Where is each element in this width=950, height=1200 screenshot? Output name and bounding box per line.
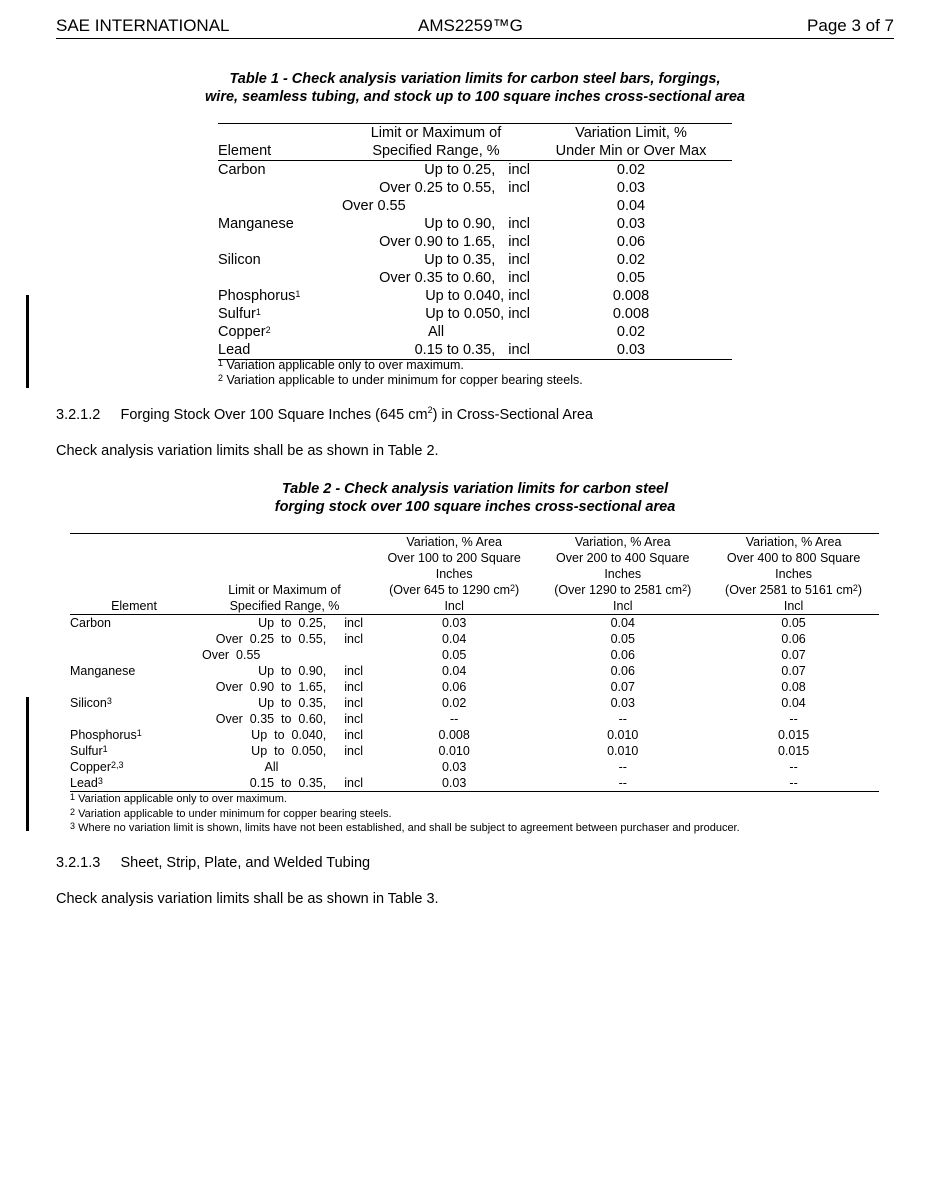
incl-text: incl: [344, 776, 363, 790]
table1-col-limit: Limit or Maximum of Specified Range, %: [342, 124, 530, 161]
element-name: Phosphorus: [70, 728, 137, 742]
section-3212-heading: 3.2.1.2 Forging Stock Over 100 Square Inches (645 $cm^2$) in Cross-Sectional Area: [56, 405, 593, 423]
incl-text: incl: [344, 664, 363, 678]
footnote-num: 2: [70, 806, 76, 817]
variation-cell: 0.06: [610, 664, 635, 678]
element-cell: [218, 269, 342, 287]
element-cell: [70, 727, 198, 743]
variation-cell: 0.03: [441, 776, 467, 790]
range-cell: [342, 287, 530, 305]
table1: [218, 123, 732, 360]
footnote: [218, 373, 583, 388]
incl-text: incl: [344, 696, 363, 710]
element-cell: Lead: [218, 342, 251, 358]
variation-cell: 0.02: [616, 252, 646, 268]
page-header: [56, 16, 894, 39]
header-line: ): [857, 583, 863, 597]
table2-row: [70, 647, 879, 663]
header-page-number: Page 3 of 7: [807, 16, 894, 35]
header-line: Incl: [613, 599, 633, 613]
table2-row: [70, 711, 879, 727]
element-name: Silicon: [70, 696, 107, 710]
range-cell: [342, 161, 530, 180]
table2-row: [70, 727, 879, 743]
variation-cell: 0.02: [616, 162, 646, 178]
range-cell: [198, 631, 371, 647]
range-text: Up to 0.040, incl: [425, 288, 530, 304]
table2-title-line: Table 2 - Check analysis variation limits for carbon steel: [281, 481, 669, 497]
variation-cell: 0.03: [610, 696, 635, 710]
table2-row: [70, 679, 879, 695]
range-text: Over 0.35 to 0.60,: [215, 712, 327, 726]
range-text: Up to 0.35,: [258, 696, 327, 710]
range-cell: [198, 679, 371, 695]
incl-text: incl: [508, 252, 530, 268]
range-text: Up to 0.050,: [251, 744, 327, 758]
range-cell: [342, 233, 530, 251]
variation-cell: 0.008: [612, 288, 650, 304]
revision-bar: [26, 295, 29, 388]
variation-cell: 0.008: [612, 306, 650, 322]
range-text: Up to 0.050, incl: [425, 306, 530, 322]
header-line: Inches: [604, 567, 642, 581]
incl-text: incl: [344, 728, 363, 742]
variation-cell: --: [618, 760, 627, 774]
table1-footnotes: [218, 358, 583, 388]
table1-col-element: Element: [218, 124, 342, 161]
incl-text: incl: [344, 632, 363, 646]
range-cell: [198, 663, 371, 679]
element-cell: [218, 179, 342, 197]
range-cell: [342, 341, 530, 360]
header-line: (Over 2581 to 5161 cm: [725, 583, 853, 597]
header-line: (Over 1290 to 2581 cm: [554, 583, 683, 597]
table2-row: [70, 615, 879, 632]
range-text: Over 0.25 to 0.55,: [215, 632, 327, 646]
table1-row: [218, 179, 732, 197]
footnote: [218, 358, 583, 373]
range-text: Over 0.25 to 0.55,: [379, 180, 496, 196]
element-name: Carbon: [70, 616, 111, 630]
variation-cell: 0.05: [616, 270, 646, 286]
range-text: Up to 0.35,: [424, 252, 496, 268]
element-cell: Manganese: [218, 216, 294, 232]
variation-cell: --: [618, 776, 627, 790]
variation-cell: 0.02: [616, 324, 646, 340]
footnote-ref: 1: [295, 289, 301, 299]
variation-cell: 0.07: [781, 648, 806, 662]
variation-cell: 0.015: [777, 728, 810, 742]
variation-cell: --: [450, 712, 459, 726]
variation-cell: 0.010: [607, 728, 639, 742]
range-cell: [198, 727, 371, 743]
header-line: Variation, % Area: [406, 535, 502, 549]
element-cell: [70, 759, 198, 775]
header-line: Incl: [783, 599, 804, 613]
variation-cell: 0.08: [781, 680, 806, 694]
variation-cell: 0.008: [438, 728, 470, 742]
table2-title-line: forging stock over 100 square inches cross-sectional area: [274, 499, 676, 515]
element-cell: [70, 663, 198, 679]
variation-cell: 0.010: [438, 744, 470, 758]
variation-cell: 0.04: [610, 616, 635, 630]
variation-cell: 0.05: [441, 648, 467, 662]
range-cell: [342, 269, 530, 287]
incl-text: incl: [344, 712, 363, 726]
variation-cell: 0.03: [441, 760, 467, 774]
superscript: 2: [510, 583, 516, 593]
header-doc-id: AMS2259™G: [418, 16, 523, 35]
header-org: SAE INTERNATIONAL: [56, 16, 230, 35]
incl-text: incl: [344, 680, 363, 694]
table1-row: [218, 161, 732, 180]
variation-cell: --: [618, 712, 627, 726]
range-text: 0.15 to 0.35,: [249, 776, 327, 790]
range-cell: [198, 695, 371, 711]
element-cell: [70, 695, 198, 711]
element-cell: [218, 233, 342, 251]
element-cell: Copper$^2$: [218, 324, 271, 340]
element-cell: [70, 631, 198, 647]
range-cell: [342, 251, 530, 269]
element-cell: [70, 711, 198, 727]
range-cell: [198, 647, 371, 663]
header-line: ): [515, 583, 520, 597]
element-cell: [218, 197, 342, 215]
footnote-num: 1: [70, 792, 76, 802]
table1-row: [218, 233, 732, 251]
variation-cell: 0.04: [441, 664, 467, 678]
footnote-text: Variation applicable only to over maximum.: [75, 793, 287, 805]
range-text: Over 0.55: [342, 198, 406, 214]
variation-cell: 0.06: [610, 648, 635, 662]
footnote-ref: 2: [265, 325, 271, 335]
header-line: Over 100 to 200 Square: [387, 551, 521, 565]
range-cell: [342, 305, 530, 323]
section-3212-text: Check analysis variation limits shall be as shown in Table 2.: [56, 443, 439, 459]
incl-text: incl: [344, 744, 363, 758]
table2-row: [70, 663, 879, 679]
element-cell: [70, 615, 198, 632]
revision-bar: [26, 697, 29, 831]
table1-row: [218, 215, 732, 233]
table2: [70, 533, 879, 792]
variation-cell: --: [789, 776, 798, 790]
incl-text: incl: [508, 162, 530, 178]
variation-cell: --: [789, 760, 798, 774]
table1-col-variation: Variation Limit, % Under Min or Over Max: [530, 124, 732, 161]
footnote-text: Variation applicable to under minimum for copper bearing steels.: [75, 807, 392, 820]
range-cell: [198, 615, 371, 632]
incl-text: incl: [508, 180, 530, 196]
table2-footnotes: [70, 792, 740, 836]
variation-cell: 0.06: [781, 632, 806, 646]
header-line: Inches: [435, 567, 473, 581]
header-line: Incl: [444, 599, 464, 613]
element-name: Manganese: [70, 664, 136, 678]
variation-cell: 0.03: [441, 616, 467, 630]
variation-cell: 0.04: [781, 696, 806, 710]
table1-row: [218, 323, 732, 341]
element-cell: [70, 775, 198, 792]
element-cell: [70, 679, 198, 695]
element-cell: [70, 647, 198, 663]
table2-title: [0, 480, 950, 516]
table1-row: [218, 341, 732, 360]
range-text: Up to 0.90,: [424, 216, 496, 232]
variation-cell: 0.07: [610, 680, 635, 694]
range-cell: [342, 179, 530, 197]
variation-cell: 0.015: [777, 744, 810, 758]
incl-text: incl: [344, 616, 363, 630]
table2-row: [70, 631, 879, 647]
range-cell: [198, 759, 371, 775]
table2-col-variation: [371, 534, 537, 615]
range-text: Up to 0.040,: [251, 728, 327, 742]
footnote: [70, 807, 740, 822]
incl-text: incl: [508, 216, 530, 232]
superscript: 2: [852, 583, 858, 593]
element-cell: Carbon: [218, 162, 266, 178]
range-text: All: [264, 760, 279, 774]
variation-cell: 0.06: [441, 680, 467, 694]
variation-cell: 0.04: [441, 632, 467, 646]
footnote-ref: 1: [255, 307, 261, 317]
footnote-ref: 3: [97, 776, 103, 786]
variation-cell: 0.03: [616, 180, 646, 196]
header-line: Over 200 to 400 Square: [556, 551, 690, 565]
header-line: Inches: [775, 567, 812, 581]
variation-cell: --: [789, 712, 798, 726]
table2-col-element: Element: [70, 534, 198, 615]
incl-text: incl: [508, 342, 530, 358]
table1-row: [218, 197, 732, 215]
table2-row: [70, 759, 879, 775]
range-text: Over 0.35 to 0.60,: [379, 270, 496, 286]
footnote: [70, 792, 740, 807]
table1-title: [0, 70, 950, 106]
table2-row: [70, 775, 879, 792]
element-cell: Phosphorus$^1$: [218, 288, 301, 304]
range-cell: [342, 197, 530, 215]
footnote: [70, 821, 740, 836]
header-line: Variation, % Area: [574, 535, 671, 549]
incl-text: incl: [508, 270, 530, 286]
table2-row: [70, 743, 879, 759]
variation-cell: 0.05: [610, 632, 635, 646]
incl-text: incl: [508, 234, 530, 250]
range-text: Over 0.55: [202, 648, 261, 662]
range-cell: [342, 215, 530, 233]
variation-cell: 0.04: [616, 198, 646, 214]
range-cell: [198, 743, 371, 759]
range-text: Over 0.90 to 1.65,: [215, 680, 327, 694]
superscript: 2: [682, 583, 688, 593]
footnote-text: Variation applicable to under minimum for copper bearing steels.: [223, 373, 583, 387]
footnote-text: Variation applicable only to over maximum.: [223, 358, 464, 372]
variation-cell: 0.07: [781, 664, 806, 678]
footnote-ref: 2,3: [111, 760, 124, 770]
footnote-ref: 1: [136, 728, 142, 738]
range-text: Up to 0.25,: [424, 162, 496, 178]
footnote-ref: 3: [106, 696, 112, 706]
table1-row: [218, 269, 732, 287]
element-cell: Sulfur$^1$: [218, 306, 261, 322]
element-cell: [70, 743, 198, 759]
footnote-num: 3: [70, 821, 76, 831]
variation-cell: 0.03: [616, 216, 646, 232]
footnote-text: Where no variation limit is shown, limits have not been established, and shall be subject to agreement between purchaser and producer.: [75, 822, 740, 834]
range-text: 0.15 to 0.35,: [414, 342, 496, 358]
variation-cell: 0.06: [616, 234, 646, 250]
element-name: Sulfur: [70, 744, 103, 758]
table2-row: [70, 695, 879, 711]
footnote-num: 1: [218, 358, 224, 368]
header-line: Over 400 to 800 Square: [726, 551, 861, 565]
table2-col-variation: [537, 534, 708, 615]
range-cell: [198, 711, 371, 727]
variation-cell: 0.05: [781, 616, 806, 630]
variation-cell: 0.010: [607, 744, 639, 758]
range-text: Up to 0.90,: [258, 664, 327, 678]
header-line: ): [687, 583, 692, 597]
table2-col-variation: [708, 534, 879, 615]
element-name: Lead: [70, 776, 98, 790]
table1-title-line: Table 1 - Check analysis variation limits for carbon steel bars, forgings,: [229, 71, 721, 87]
table1-row: [218, 287, 732, 305]
footnote-ref: 1: [102, 744, 108, 754]
section-3213-heading: 3.2.1.3 Sheet, Strip, Plate, and Welded Tubing: [56, 855, 371, 871]
table1-row: [218, 305, 732, 323]
section-3213-text: Check analysis variation limits shall be as shown in Table 3.: [56, 891, 439, 907]
range-text: All: [427, 324, 445, 340]
range-cell: [198, 775, 371, 792]
element-cell: Silicon: [218, 252, 261, 268]
table1-row: [218, 251, 732, 269]
header-line: (Over 645 to 1290 cm: [389, 583, 511, 597]
table2-col-limit: Limit or Maximum of Specified Range, %: [198, 534, 371, 615]
variation-cell: 0.03: [616, 342, 646, 358]
range-text: Over 0.90 to 1.65,: [379, 234, 496, 250]
range-text: Up to 0.25,: [258, 616, 327, 630]
range-cell: [342, 323, 530, 341]
table1-title-line: wire, seamless tubing, and stock up to 100 square inches cross-sectional area: [205, 89, 745, 105]
variation-cell: 0.02: [441, 696, 467, 710]
footnote-num: 2: [218, 373, 224, 383]
header-line: Variation, % Area: [745, 535, 842, 549]
element-name: Copper: [70, 760, 111, 774]
